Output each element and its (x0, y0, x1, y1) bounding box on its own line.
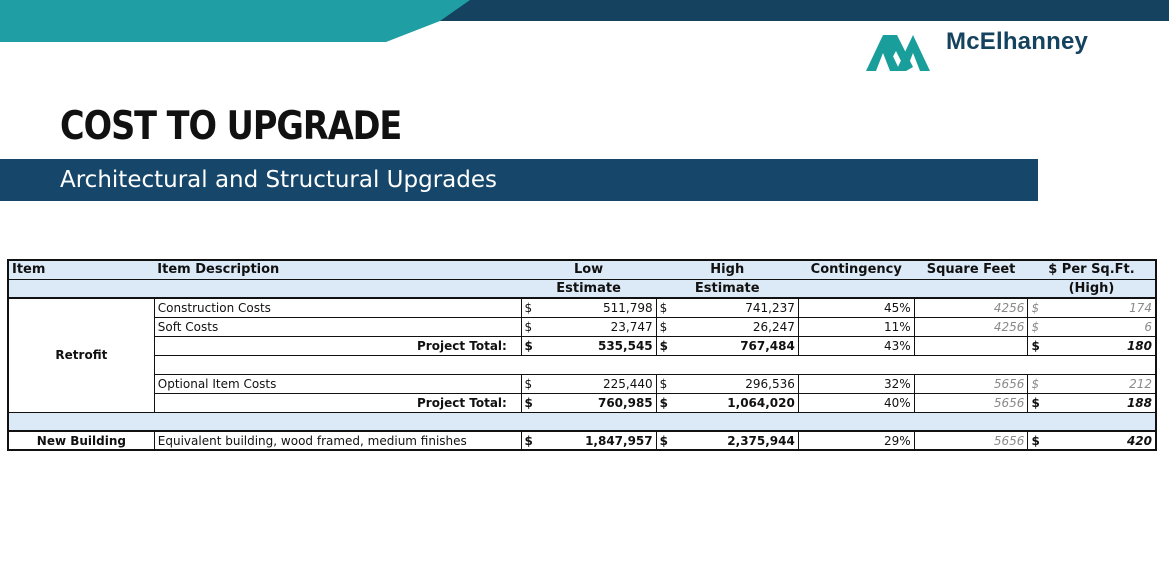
currency-symbol: $ (656, 374, 674, 393)
sqft-value: 5656 (914, 374, 1028, 393)
page-title: COST TO UPGRADE (60, 104, 402, 149)
sqft-value: 4256 (914, 317, 1028, 336)
currency-symbol: $ (521, 317, 539, 336)
currency-symbol: $ (656, 336, 674, 355)
per-sqft-value: 188 (1046, 393, 1156, 412)
page-subtitle: Architectural and Structural Upgrades (60, 167, 497, 193)
currency-symbol: $ (1028, 374, 1046, 393)
currency-symbol: $ (1028, 317, 1046, 336)
low-value: 225,440 (539, 374, 656, 393)
header-per-sqft: $ Per Sq.Ft. (1028, 260, 1156, 279)
row-description: Soft Costs (154, 317, 510, 336)
project-total-label: Project Total: (154, 336, 510, 355)
sqft-value: 5656 (914, 393, 1028, 412)
row-description: Construction Costs (154, 298, 510, 317)
contingency-value: 45% (798, 298, 914, 317)
project-total-label: Project Total: (154, 393, 510, 412)
currency-symbol: $ (1028, 431, 1046, 450)
currency-symbol: $ (1028, 393, 1046, 412)
header-high-estimate: Estimate (656, 279, 798, 298)
table-row (8, 374, 1156, 393)
currency-symbol: $ (656, 317, 674, 336)
header-description: Item Description (154, 260, 510, 279)
high-value: 741,237 (674, 298, 798, 317)
row-description: Equivalent building, wood framed, medium finishes (157, 433, 467, 448)
blank-row (8, 355, 1156, 374)
row-description: Optional Item Costs (154, 374, 510, 393)
currency-symbol: $ (1028, 336, 1046, 355)
cost-table (7, 259, 1157, 451)
header-item: Item (8, 260, 154, 279)
table-row (8, 298, 1156, 317)
header-low: Low (521, 260, 656, 279)
table-header-row (8, 260, 1156, 279)
contingency-value: 43% (798, 336, 914, 355)
table-header-row-2 (8, 279, 1156, 298)
low-value: 511,798 (539, 298, 656, 317)
per-sqft-value: 420 (1126, 433, 1152, 448)
low-value: 760,985 (539, 393, 656, 412)
currency-symbol: $ (656, 298, 674, 317)
currency-symbol: $ (521, 374, 539, 393)
per-sqft-value: 212 (1046, 374, 1156, 393)
brand-name: McElhanney (946, 28, 1089, 55)
spacer-row (8, 412, 1156, 431)
high-value: 26,247 (674, 317, 798, 336)
high-value: 2,375,944 (727, 433, 795, 448)
per-sqft-value: 174 (1046, 298, 1156, 317)
contingency-value: 40% (798, 393, 914, 412)
contingency-value: 11% (798, 317, 914, 336)
currency-symbol: $ (521, 336, 539, 355)
header-per-sqft-high: (High) (1028, 279, 1156, 298)
header-square-feet: Square Feet (914, 260, 1028, 279)
subtitle-band (0, 159, 1038, 201)
low-value: 1,847,957 (585, 433, 653, 448)
table-row (8, 317, 1156, 336)
low-value: 23,747 (539, 317, 656, 336)
contingency-value: 32% (798, 374, 914, 393)
high-value: 1,064,020 (674, 393, 798, 412)
low-value: 535,545 (539, 336, 656, 355)
contingency-value: 29% (798, 431, 914, 450)
sqft-value: 5656 (914, 431, 1028, 450)
per-sqft-value: 6 (1046, 317, 1156, 336)
mcelhanney-logo-icon (866, 31, 930, 71)
new-building-label: New Building (8, 431, 154, 450)
currency-symbol: $ (521, 393, 539, 412)
table-row (8, 336, 1156, 355)
per-sqft-value: 180 (1046, 336, 1156, 355)
sqft-value: 4256 (914, 298, 1028, 317)
high-value: 296,536 (674, 374, 798, 393)
currency-symbol: $ (1028, 298, 1046, 317)
retrofit-label: Retrofit (8, 298, 154, 412)
header-low-estimate: Estimate (521, 279, 656, 298)
table-row (8, 393, 1156, 412)
currency-symbol: $ (656, 431, 674, 450)
high-value: 767,484 (674, 336, 798, 355)
header-high: High (656, 260, 798, 279)
currency-symbol: $ (521, 298, 539, 317)
header-contingency: Contingency (798, 260, 914, 279)
currency-symbol: $ (521, 431, 539, 450)
currency-symbol: $ (656, 393, 674, 412)
table-row (8, 431, 1156, 450)
